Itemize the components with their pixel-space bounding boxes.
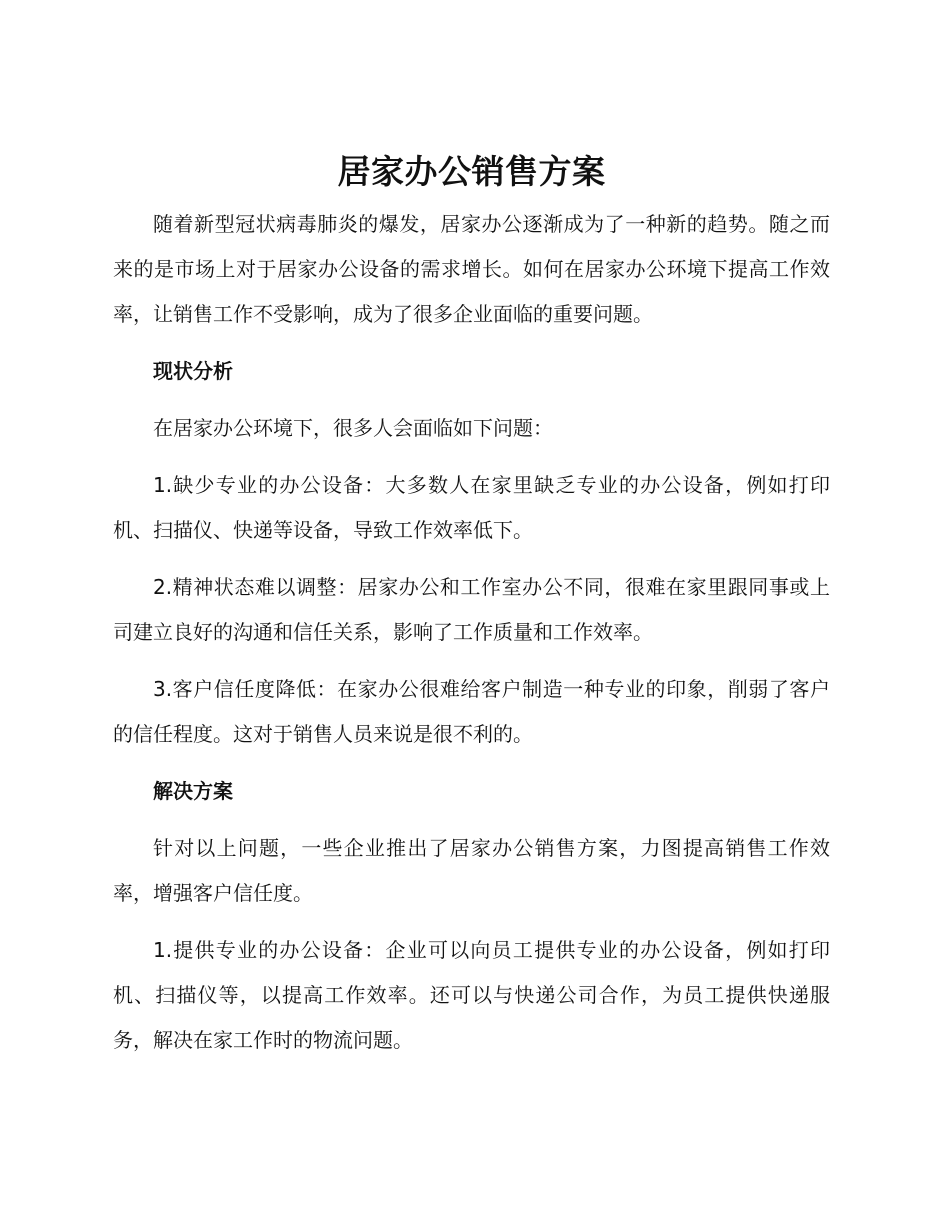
problem-item-2: 2.精神状态难以调整：居家办公和工作室办公不同，很难在家里跟同事或上司建立良好的沟通和信任关系，影响了工作质量和工作效率。 bbox=[113, 575, 830, 644]
solution-lead: 针对以上问题，一些企业推出了居家办公销售方案，力图提高销售工作效率，增强客户信任度。 bbox=[113, 836, 830, 905]
document-title: 居家办公销售方案 bbox=[337, 152, 606, 191]
problem-item-3: 3.客户信任度降低：在家办公很难给客户制造一种专业的印象，削弱了客户的信任程度。这对于销售人员来说是很不利的。 bbox=[113, 677, 830, 746]
section-heading-solution: 解决方案 bbox=[153, 779, 233, 803]
intro-paragraph: 随着新型冠状病毒肺炎的爆发，居家办公逐渐成为了一种新的趋势。随之而来的是市场上对于居家办公设备的需求增长。如何在居家办公环境下提高工作效率，让销售工作不受影响，成为了很多企业面临的重要问题。 bbox=[113, 212, 830, 326]
section-heading-status-analysis: 现状分析 bbox=[153, 359, 233, 383]
solution-item-1: 1.提供专业的办公设备：企业可以向员工提供专业的办公设备，例如打印机、扫描仪等，以提高工作效率。还可以与快递公司合作，为员工提供快递服务，解决在家工作时的物流问题。 bbox=[113, 938, 830, 1052]
problem-item-1: 1.缺少专业的办公设备：大多数人在家里缺乏专业的办公设备，例如打印机、扫描仪、快递等设备，导致工作效率低下。 bbox=[113, 473, 830, 542]
status-analysis-lead: 在居家办公环境下，很多人会面临如下问题： bbox=[153, 416, 553, 440]
